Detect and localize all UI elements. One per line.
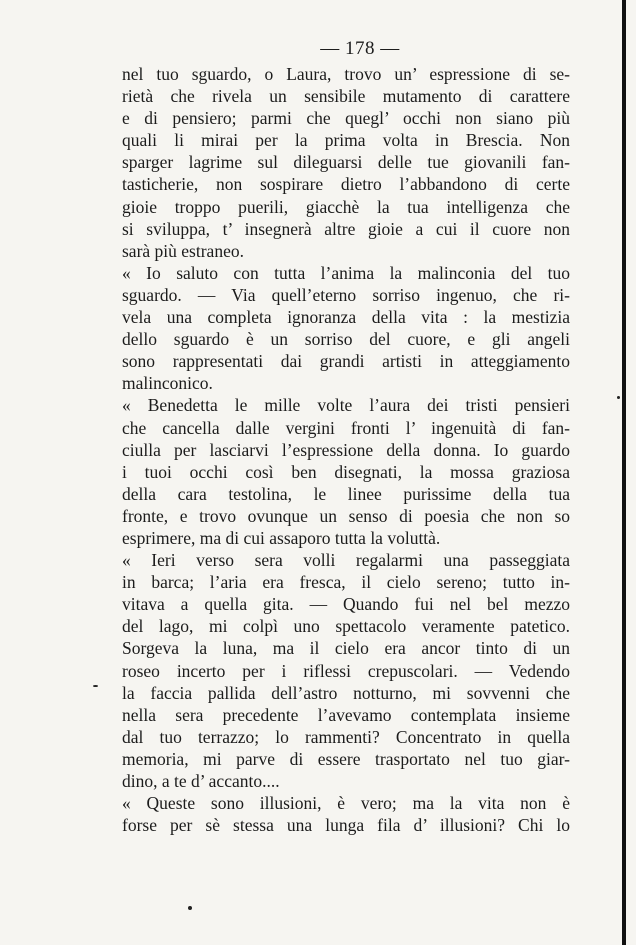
text-line: « Queste sono illusioni, è vero; ma la vita non è — [122, 793, 570, 814]
text-line: dal tuo terrazzo; lo rammenti? Concentrato in quella — [122, 726, 570, 747]
text-line: « Benedetta le mille volte l’aura dei tristi pensieri — [122, 395, 570, 416]
text-line: ciulla per lasciarvi l’espressione della donna. Io guardo — [122, 439, 570, 460]
text-line: i tuoi occhi così ben disegnati, la mossa graziosa — [122, 461, 570, 482]
text-line: esprimere, ma di cui assaporo tutta la voluttà. — [122, 527, 441, 548]
text-line: « Io saluto con tutta l’anima la malinconia del tuo — [122, 262, 570, 283]
text-line: del lago, mi colpì uno spettacolo veramente patetico. — [122, 616, 570, 637]
text-line: nella sera precedente l’avevamo contemplata insieme — [122, 704, 570, 725]
text-line: nel tuo sguardo, o Laura, trovo un’ espressione di se- — [122, 64, 570, 84]
text-line: « Ieri verso sera volli regalarmi una passeggiata — [122, 550, 570, 571]
text-line: tasticherie, non sospirare dietro l’abbandono di certe — [122, 174, 570, 195]
text-line: memoria, mi parve di essere trasportato nel tuo giar- — [122, 748, 570, 769]
text-line: quali li mirai per la prima volta in Brescia. Non — [122, 130, 570, 151]
text-line: Sorgeva la luna, ma il cielo era ancor tinto di un — [122, 638, 570, 659]
text-line: che cancella dalle vergini fronti l’ ingenuità di fan- — [122, 417, 570, 438]
text-line: roseo incerto per i riflessi crepuscolari. — Vedendo — [122, 660, 570, 681]
text-line: forse per sè stessa una lunga fila d’ illusioni? Chi lo — [122, 815, 570, 836]
text-line: si sviluppa, t’ insegnerà altre gioie a cui il cuore non — [122, 218, 570, 239]
text-line: rietà che rivela un sensibile mutamento di carattere — [122, 86, 570, 107]
page-number: — 178 — — [320, 38, 400, 59]
text-line: sarà più estraneo. — [122, 240, 244, 261]
body-text — [122, 63, 570, 836]
text-line: vitava a quella gita. — Quando fui nel bel mezzo — [122, 594, 570, 615]
text-line: dino, a te d’ accanto.... — [122, 771, 280, 791]
text-line: gioie troppo puerili, giacchè la tua intelligenza che — [122, 196, 570, 217]
text-line: la faccia pallida dell’astro notturno, mi sovvenni che — [122, 682, 570, 703]
text-line: malinconico. — [122, 373, 213, 394]
text-line: vela una completa ignoranza della vita : la mestizia — [122, 307, 570, 328]
text-line: sparger lagrime sul dileguarsi delle tue giovanili fan- — [122, 152, 570, 173]
page-edge-border — [622, 0, 626, 945]
text-line: sono rappresentati dai grandi artisti in atteggiamento — [122, 351, 570, 372]
text-line: in barca; l’aria era fresca, il cielo sereno; tutto in- — [122, 572, 570, 593]
text-line: fronte, e trovo ovunque un senso di poesia che non so — [122, 505, 570, 526]
text-line: della cara testolina, le linee purissime della tua — [122, 483, 570, 504]
text-line: sguardo. — Via quell’eterno sorriso ingenuo, che ri- — [122, 284, 570, 305]
text-line: e di pensiero; parmi che quegl’ occhi non siano più — [122, 108, 570, 129]
ink-speck — [617, 396, 620, 399]
ink-speck — [93, 685, 98, 687]
ink-speck — [188, 906, 192, 910]
text-line: dello sguardo è un sorriso del cuore, e gli angeli — [122, 329, 570, 350]
